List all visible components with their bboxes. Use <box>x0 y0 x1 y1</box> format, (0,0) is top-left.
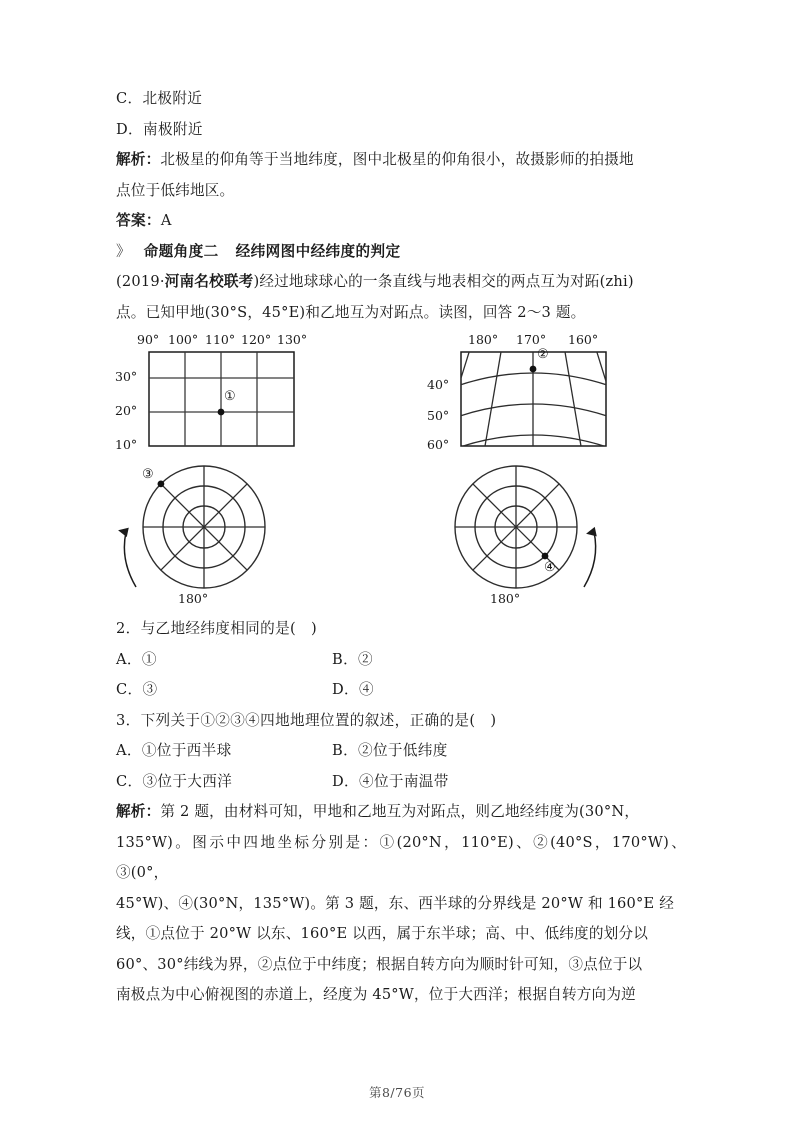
prev-analysis-label: 解析： <box>116 151 161 168</box>
left-grid-lat-label-0: 30° <box>115 369 138 384</box>
section-subtitle: 经纬网图中经纬度的判定 <box>235 242 401 260</box>
left-grid-lon-label-1: 100° <box>168 332 199 347</box>
prev-answer-label: 答案： <box>116 212 161 229</box>
question-2-options-row-1 <box>116 645 686 676</box>
question-3-option-a-key: A． <box>116 742 142 759</box>
question-3-option-a-text: ①位于西半球 <box>141 742 232 759</box>
question-3-option-b-key: B． <box>332 742 359 759</box>
question-2-option-d-key: D． <box>332 681 359 698</box>
section-marker-icon: 》 <box>116 242 130 260</box>
question-3-option-d-text: ④位于南温带 <box>359 772 449 790</box>
section-title: 命题角度二 <box>143 242 219 260</box>
right-grid-point-label-2: ② <box>537 347 549 362</box>
prev-analysis-paragraph <box>116 145 686 176</box>
left-grid-point-label-1: ① <box>224 389 236 404</box>
question-3-option-a[interactable] <box>116 736 332 767</box>
prev-answer-value: A <box>160 212 172 229</box>
prev-analysis-line2: 点位于低纬地区。 <box>116 181 235 199</box>
stem-source: 河南名校联考 <box>164 273 254 290</box>
question-2-option-a-text: ① <box>141 650 157 668</box>
left-polar-bottom-label: 180° <box>178 591 209 606</box>
question-2-option-d[interactable] <box>332 675 686 706</box>
right-grid-lat-label-1: 50° <box>427 408 450 423</box>
stem-line1 <box>116 267 686 298</box>
question-2-blank: ) <box>296 620 318 637</box>
analysis-line6: 南极点为中心俯视图的赤道上，经度为 45°W，位于大西洋；根据自转方向为逆 <box>116 986 636 1003</box>
analysis-line2: 135°W)。图示中四地坐标分别是：①(20°N，110°E)、②(40°S，170°W)、③(0°， <box>116 833 686 881</box>
question-3-number: 3．下列关于①②③④四地地理位置的叙述，正确的是( <box>116 711 476 729</box>
question-2-option-b[interactable] <box>332 645 686 676</box>
right-polar-diagram <box>455 466 596 588</box>
question-3-options-row-2 <box>116 767 686 798</box>
left-grid-diagram <box>149 352 294 446</box>
left-polar-diagram <box>124 466 265 588</box>
analysis-line5: 60°、30°纬线为界，②点位于中纬度；根据自转方向为顺时针可知，③点位于以 <box>116 955 643 973</box>
question-3-option-b-text: ②位于低纬度 <box>358 742 448 759</box>
analysis-line3: 45°W)、④(30°N，135°W)。第 3 题，东、西半球的分界线是 20°W 和 160°E 经 <box>116 894 675 912</box>
question-2-option-d-text: ④ <box>359 681 374 698</box>
analysis-paragraph-line1 <box>116 797 686 828</box>
question-2-option-c-text: ③ <box>142 681 158 698</box>
section-heading <box>116 237 686 268</box>
stem-line2: 点。已知甲地(30°S，45°E)和乙地互为对跖点。读图，回答 2～3 题。 <box>116 303 586 321</box>
right-grid-lon-label-1: 170° <box>516 332 547 347</box>
right-polar-bottom-label: 180° <box>490 591 521 606</box>
analysis-label: 解析： <box>116 803 161 820</box>
left-grid-lon-label-3: 120° <box>241 332 272 347</box>
right-grid-lon-label-2: 160° <box>568 332 599 347</box>
left-polar-point-label-3: ③ <box>142 467 154 482</box>
prev-answer-row <box>116 206 686 237</box>
question-3-option-d-key: D． <box>332 772 359 790</box>
left-grid-lon-label-2: 110° <box>205 332 236 347</box>
question-2-option-a-key: A． <box>116 650 142 668</box>
question-3-option-b[interactable] <box>332 736 686 767</box>
right-grid-lat-label-0: 40° <box>427 377 450 392</box>
question-2-number: 2．与乙地经纬度相同的是( <box>116 620 297 637</box>
right-grid-lat-label-2: 60° <box>427 437 450 452</box>
question-2-option-c[interactable] <box>116 675 332 706</box>
analysis-line4: 线，①点位于 20°W 以东、160°E 以西，属于东半球；高、中、低纬度的划分以 <box>116 925 649 942</box>
analysis-line1: 第 2 题，由材料可知，甲地和乙地互为对跖点，则乙地经纬度为(30°N， <box>160 803 640 820</box>
question-2-options-row-2 <box>116 675 686 706</box>
question-2-option-a[interactable] <box>116 645 332 676</box>
question-2-stem <box>116 614 686 645</box>
prev-option-c: C．北极附近 <box>116 90 203 107</box>
stem-after-source: )经过地球球心的一条直线与地表相交的两点互为对跖(zhi) <box>253 273 634 290</box>
prev-analysis-line1: 北极星的仰角等于当地纬度，图中北极星的仰角很小，故摄影师的拍摄地 <box>160 151 634 168</box>
left-grid-lon-label-0: 90° <box>137 332 160 347</box>
right-grid-lon-label-0: 180° <box>468 332 499 347</box>
question-3-option-c-key: C． <box>116 772 143 790</box>
geography-figure <box>116 332 686 614</box>
question-3-option-c[interactable] <box>116 767 332 798</box>
question-3-stem <box>116 706 686 737</box>
question-3-options-row-1 <box>116 736 686 767</box>
question-3-blank: ) <box>475 711 497 729</box>
question-3-option-d[interactable] <box>332 767 686 798</box>
question-2-option-c-key: C． <box>116 681 143 698</box>
question-2-option-b-text: ② <box>358 650 373 668</box>
question-2-option-b-key: B． <box>332 650 359 668</box>
prev-option-d: D．南极附近 <box>116 120 203 138</box>
question-3-option-c-text: ③位于大西洋 <box>142 772 233 790</box>
right-grid-diagram <box>438 346 628 452</box>
left-grid-lat-label-2: 10° <box>115 437 138 452</box>
left-grid-lon-label-4: 130° <box>277 332 308 347</box>
left-grid-lat-label-1: 20° <box>115 403 138 418</box>
right-polar-point-label-4: ④ <box>544 560 556 575</box>
page-footer: 第8/76页 <box>368 1085 426 1100</box>
stem-year: (2019· <box>116 273 165 290</box>
